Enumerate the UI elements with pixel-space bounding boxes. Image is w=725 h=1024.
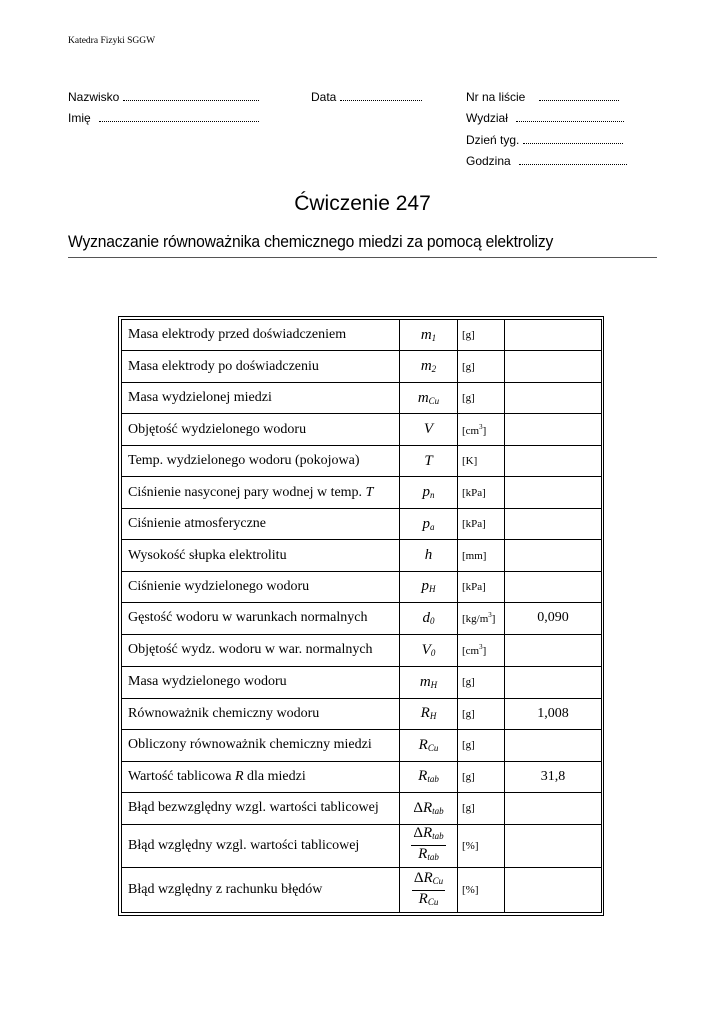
unit-text: [g]	[462, 392, 475, 405]
quantity-name-cell	[122, 445, 400, 476]
quantity-name-text: Temp. wydzielonego wodoru (pokojowa)	[128, 453, 360, 469]
symbol-fraction	[412, 870, 445, 911]
denominator-subscript: tab	[427, 852, 439, 863]
symbol-cell	[400, 382, 458, 413]
unit-cell	[458, 730, 505, 761]
first-name-label: Imię	[68, 111, 91, 125]
symbol-subscript: tab	[432, 805, 444, 816]
unit-cell	[458, 761, 505, 792]
unit-text: [cm	[462, 645, 480, 658]
denominator-symbol: R	[418, 890, 428, 907]
unit-superscript: 3	[479, 643, 483, 652]
value-cell[interactable]: 31,8	[505, 761, 602, 792]
quantity-name-text: Wartość tablicowa	[128, 768, 235, 784]
unit-text: [g]	[462, 770, 475, 783]
value-cell[interactable]	[505, 382, 602, 413]
unit-text-end: ]	[491, 613, 496, 626]
value-cell[interactable]	[505, 667, 602, 698]
symbol-subscript: 2	[431, 364, 437, 375]
table-row	[122, 634, 602, 666]
unit-cell	[458, 603, 505, 634]
unit-text: [g]	[462, 739, 475, 752]
table-row	[122, 382, 602, 413]
quantity-name-text: Objętość wydzielonego wodoru	[128, 421, 307, 437]
symbol-letter: m	[420, 326, 432, 343]
value-cell[interactable]: 1,008	[505, 698, 602, 729]
quantity-name-cell	[122, 414, 400, 445]
unit-superscript: 3	[479, 422, 483, 431]
table-row	[122, 320, 602, 351]
unit-text: [%]	[462, 884, 479, 897]
unit-text: [kPa]	[462, 486, 486, 499]
quantity-name-cell	[122, 667, 400, 698]
symbol-cell	[400, 540, 458, 571]
symbol-subscript: n	[430, 490, 435, 501]
symbol-subscript: 0	[430, 615, 435, 626]
symbol-letter: p	[422, 515, 430, 532]
symbol-letter: p	[422, 484, 430, 501]
value-cell[interactable]	[505, 571, 602, 602]
symbol-subscript: tab	[427, 774, 439, 785]
unit-text: [%]	[462, 839, 479, 852]
value-cell[interactable]	[505, 824, 602, 868]
date-dotted-line[interactable]	[340, 92, 422, 101]
quantity-name-text: Ciśnienie wydzielonego wodoru	[128, 578, 310, 594]
symbol-cell	[400, 793, 458, 824]
exercise-title: Ćwiczenie 247	[294, 192, 431, 215]
list-number-dotted-line[interactable]	[539, 92, 619, 101]
symbol-letter: R	[418, 736, 428, 753]
table-row	[122, 868, 602, 913]
quantity-name-symbol: T	[365, 484, 374, 500]
quantity-name-cell	[122, 730, 400, 761]
hour-field[interactable]	[466, 154, 627, 168]
symbol-cell	[400, 761, 458, 792]
symbol-cell	[400, 477, 458, 508]
symbol-letter: V	[423, 421, 434, 438]
unit-cell	[458, 445, 505, 476]
symbol-letter: m	[420, 358, 432, 375]
quantity-name-text: Masa elektrody po doświadczeniu	[128, 358, 319, 374]
symbol-cell	[400, 698, 458, 729]
symbol-subscript: Cu	[427, 742, 439, 753]
unit-cell	[458, 824, 505, 868]
table-row	[122, 351, 602, 382]
quantity-name-text: Gęstość wodoru w warunkach normalnych	[128, 610, 368, 626]
value-cell[interactable]	[505, 445, 602, 476]
unit-text-end: ]	[482, 645, 487, 658]
denominator-symbol: R	[418, 846, 428, 863]
value-cell[interactable]	[505, 730, 602, 761]
subtitle-divider	[68, 257, 657, 258]
symbol-letter: h	[424, 547, 433, 564]
weekday-dotted-line[interactable]	[523, 135, 623, 144]
unit-cell	[458, 477, 505, 508]
unit-cell	[458, 698, 505, 729]
quantity-name-text: Masa wydzielonego wodoru	[128, 674, 287, 690]
unit-text: [mm]	[462, 549, 487, 562]
delta-symbol: Δ	[413, 825, 423, 842]
unit-cell	[458, 868, 505, 913]
unit-text-end: ]	[482, 424, 487, 437]
table-row	[122, 508, 602, 539]
unit-text: [g]	[462, 329, 475, 342]
quantity-name-cell	[122, 351, 400, 382]
value-cell[interactable]	[505, 868, 602, 913]
numerator-subscript: tab	[432, 831, 444, 842]
value-cell[interactable]	[505, 540, 602, 571]
table-row	[122, 571, 602, 602]
quantity-name-symbol: R	[234, 768, 244, 784]
numerator-symbol: R	[423, 869, 433, 886]
symbol-letter: R	[422, 799, 433, 816]
symbol-letter: R	[420, 705, 430, 722]
delta-symbol: Δ	[413, 799, 423, 816]
quantity-name-text: Ciśnienie nasyconej pary wodnej w temp.	[128, 484, 366, 500]
symbol-letter: d	[422, 609, 430, 626]
first-name-field[interactable]	[68, 111, 259, 125]
symbol-cell	[400, 320, 458, 351]
table-row	[122, 445, 602, 476]
unit-text: [g]	[462, 802, 475, 815]
quantity-name-text: Błąd względny wzgl. wartości tablicowej	[128, 837, 360, 853]
unit-cell	[458, 508, 505, 539]
numerator-subscript: Cu	[432, 875, 444, 886]
unit-cell	[458, 634, 505, 666]
unit-superscript: 3	[488, 611, 492, 620]
unit-text: [kPa]	[462, 580, 486, 593]
table-row	[122, 730, 602, 761]
quantity-name-text: Masa elektrody przed doświadczeniem	[128, 327, 347, 343]
value-cell[interactable]	[505, 793, 602, 824]
symbol-letter: m	[419, 673, 431, 690]
symbol-letter: p	[421, 578, 429, 595]
quantity-name-text: dla miedzi	[243, 768, 306, 784]
symbol-cell	[400, 667, 458, 698]
symbol-fraction	[411, 825, 445, 866]
quantity-name-cell	[122, 761, 400, 792]
quantity-name-text: Błąd względny z rachunku błędów	[128, 882, 323, 898]
date-label: Data	[311, 90, 337, 104]
value-cell[interactable]	[505, 508, 602, 539]
quantity-name-cell	[122, 603, 400, 634]
symbol-subscript: H	[430, 679, 438, 690]
unit-text: [g]	[462, 676, 475, 689]
unit-text: [K]	[462, 455, 478, 468]
quantity-name-cell	[122, 382, 400, 413]
weekday-field[interactable]	[466, 133, 623, 147]
table-row	[122, 540, 602, 571]
value-cell[interactable]	[505, 414, 602, 445]
quantity-name-cell	[122, 320, 400, 351]
quantity-name-cell	[122, 477, 400, 508]
quantity-name-cell	[122, 868, 400, 913]
unit-cell	[458, 382, 505, 413]
quantity-name-text: Masa wydzielonej miedzi	[128, 390, 272, 406]
unit-text: [kPa]	[462, 518, 486, 531]
list-number-label: Nr na liście	[466, 90, 526, 104]
faculty-label: Wydział	[466, 111, 508, 125]
quantity-name-text: Ciśnienie atmosferyczne	[128, 516, 267, 532]
symbol-cell	[400, 571, 458, 602]
table-row	[122, 824, 602, 868]
symbol-cell	[400, 868, 458, 913]
unit-cell	[458, 351, 505, 382]
symbol-cell	[400, 730, 458, 761]
table-row	[122, 414, 602, 445]
quantity-name-text: Wysokość słupka elektrolitu	[128, 547, 287, 563]
value-cell[interactable]	[505, 477, 602, 508]
table-row	[122, 793, 602, 824]
symbol-cell	[400, 351, 458, 382]
surname-field[interactable]	[68, 90, 259, 104]
value-cell[interactable]	[505, 320, 602, 351]
symbol-subscript: 1	[431, 332, 437, 343]
delta-symbol: Δ	[413, 869, 424, 886]
symbol-letter: R	[418, 768, 428, 785]
symbol-subscript: 0	[430, 647, 436, 658]
quantity-name-cell	[122, 634, 400, 666]
table-row	[122, 477, 602, 508]
symbol-subscript: H	[429, 711, 437, 722]
unit-cell	[458, 667, 505, 698]
symbol-subscript: H	[429, 584, 436, 595]
value-cell[interactable]	[505, 634, 602, 666]
surname-dotted-line[interactable]	[123, 92, 259, 101]
symbol-cell	[400, 414, 458, 445]
unit-cell	[458, 320, 505, 351]
hour-dotted-line[interactable]	[519, 156, 627, 165]
date-field[interactable]	[311, 90, 422, 104]
header-organization: Katedra Fizyki SGGW	[68, 36, 156, 46]
symbol-letter: T	[424, 452, 433, 469]
measurement-table	[121, 319, 602, 913]
list-number-field[interactable]	[466, 90, 619, 104]
symbol-subscript: Cu	[428, 395, 440, 406]
quantity-name-cell	[122, 824, 400, 868]
value-cell[interactable]	[505, 351, 602, 382]
weekday-label: Dzień tyg.	[466, 133, 520, 147]
quantity-name-cell	[122, 571, 400, 602]
table-row	[122, 698, 602, 729]
table-row	[122, 603, 602, 634]
unit-cell	[458, 540, 505, 571]
unit-cell	[458, 793, 505, 824]
symbol-cell	[400, 603, 458, 634]
symbol-letter: m	[417, 389, 429, 406]
symbol-cell	[400, 445, 458, 476]
quantity-name-cell	[122, 508, 400, 539]
first-name-dotted-line[interactable]	[99, 113, 259, 122]
exercise-subtitle: Wyznaczanie równoważnika chemicznego miedzi za pomocą elektrolizy	[68, 232, 554, 251]
symbol-cell	[400, 824, 458, 868]
denominator-subscript: Cu	[427, 896, 439, 907]
faculty-dotted-line[interactable]	[516, 113, 624, 122]
table-row	[122, 761, 602, 792]
unit-text: [g]	[462, 360, 475, 373]
value-cell[interactable]: 0,090	[505, 603, 602, 634]
quantity-name-cell	[122, 698, 400, 729]
unit-text: [g]	[462, 707, 475, 720]
quantity-name-cell	[122, 540, 400, 571]
symbol-cell	[400, 508, 458, 539]
quantity-name-text: Błąd bezwzględny wzgl. wartości tablicowej	[128, 800, 379, 816]
surname-label: Nazwisko	[68, 90, 120, 104]
hour-label: Godzina	[466, 154, 511, 168]
faculty-field[interactable]	[466, 111, 624, 125]
unit-text: [kg/m	[462, 613, 489, 626]
unit-cell	[458, 571, 505, 602]
quantity-name-text: Obliczony równoważnik chemiczny miedzi	[128, 737, 372, 753]
quantity-name-text: Równoważnik chemiczny wodoru	[128, 705, 320, 721]
symbol-cell	[400, 634, 458, 666]
quantity-name-cell	[122, 793, 400, 824]
symbol-subscript: a	[430, 521, 435, 532]
unit-cell	[458, 414, 505, 445]
quantity-name-text: Objętość wydz. wodoru w war. normalnych	[128, 642, 373, 658]
unit-text: [cm	[462, 424, 480, 437]
table-row	[122, 667, 602, 698]
numerator-symbol: R	[422, 825, 433, 842]
symbol-letter: V	[421, 641, 431, 658]
